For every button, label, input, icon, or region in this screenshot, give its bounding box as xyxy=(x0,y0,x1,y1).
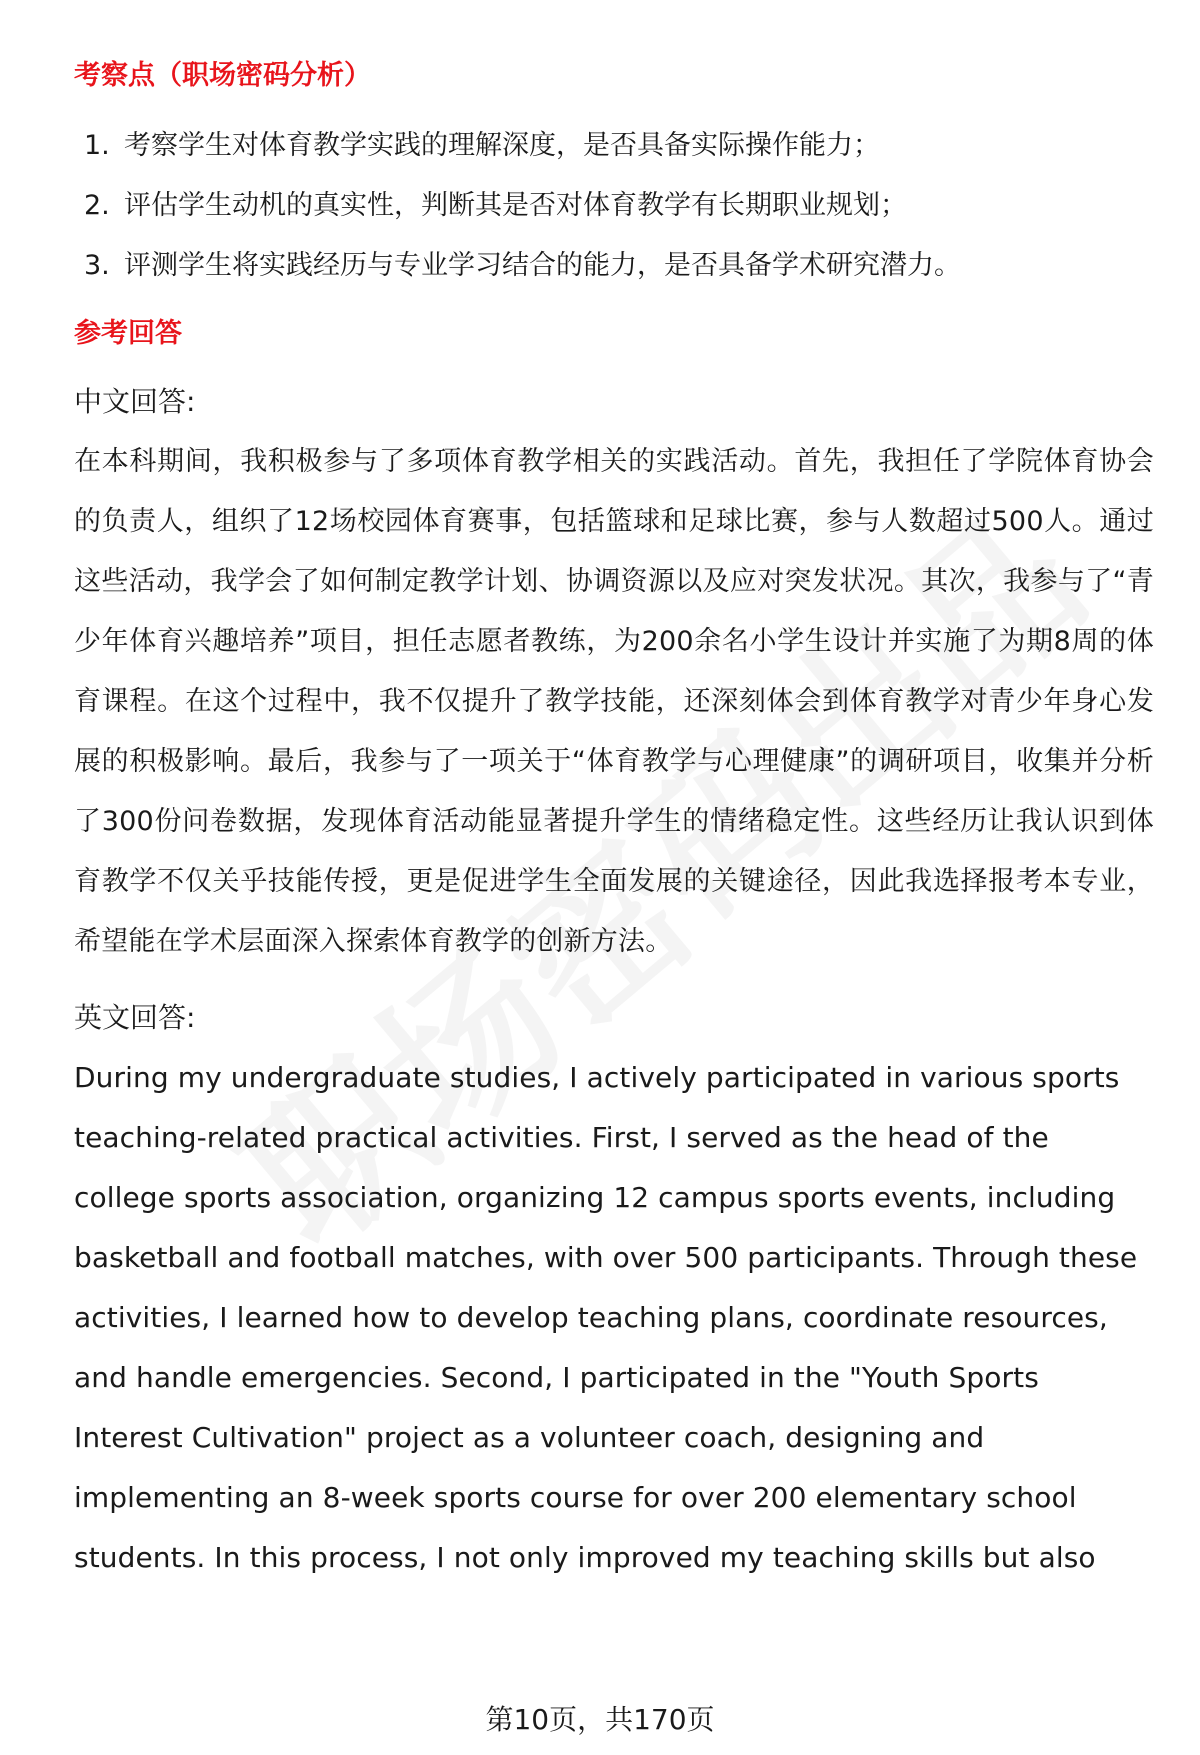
list-item-text: 评测学生将实践经历与专业学习结合的能力，是否具备学术研究潜力。 xyxy=(124,250,961,281)
english-answer-text: During my undergraduate studies, I actively participated in various sports teaching-related practical activities. First, I served as the head of the college sports association, organizing 12 campus sports events, including basketball and football matches, with over 500 participants. Through these activities, I learned how to develop teaching plans, coordinate resources, and handle emergencies. Second, I participated in the "Youth Sports Interest Cultivation" project as a volunteer coach, designing and implementing an 8-week sports course for over 200 elementary school students. In this process, I not only improved my teaching skills but also xyxy=(74,1061,1138,1574)
section-title-reference-answer: 参考回答 xyxy=(74,318,182,349)
section-title-assessment: 考察点（职场密码分析） xyxy=(74,60,371,91)
chinese-answer-label: 中文回答: xyxy=(74,385,196,418)
english-answer-label: 英文回答: xyxy=(74,1001,196,1034)
chinese-answer-text: 在本科期间，我积极参与了多项体育教学相关的实践活动。首先，我担任了学院体育协会的负责人，组织了12场校园体育赛事，包括篮球和足球比赛，参与人数超过500人。通过这些活动，我学会了如何制定教学计划、协调资源以及应对突发状况。其次，我参与了“青少年体育兴趣培养”项目，担任志愿者教练，为200余名小学生设计并实施了为期8周的体育课程。在这个过程中，我不仅提升了教学技能，还深刻体会到体育教学对青少年身心发展的积极影响。最后，我参与了一项关于“体育教学与心理健康”的调研项目，收集并分析了300份问卷数据，发现体育活动能显著提升学生的情绪稳定性。这些经历让我认识到体育教学不仅关乎技能传授，更是促进学生全面发展的关键途径，因此我选择报考本专业，希望能在学术层面深入探索体育教学的创新方法。 xyxy=(74,446,1154,957)
list-item-number: 3. xyxy=(84,250,110,281)
page-number-footer: 第10页，共170页 xyxy=(485,1703,715,1736)
assessment-points-list xyxy=(74,116,1154,296)
list-item-number: 2. xyxy=(84,190,110,221)
list-item-text: 评估学生动机的真实性，判断其是否对体育教学有长期职业规划； xyxy=(124,190,907,221)
list-item-number: 1. xyxy=(84,130,110,161)
list-item-text: 考察学生对体育教学实践的理解深度，是否具备实际操作能力； xyxy=(124,130,880,161)
list-item xyxy=(84,236,1154,296)
spacer xyxy=(74,972,1154,988)
page-content xyxy=(74,56,1154,1588)
list-item xyxy=(84,176,1154,236)
list-item xyxy=(84,116,1154,176)
